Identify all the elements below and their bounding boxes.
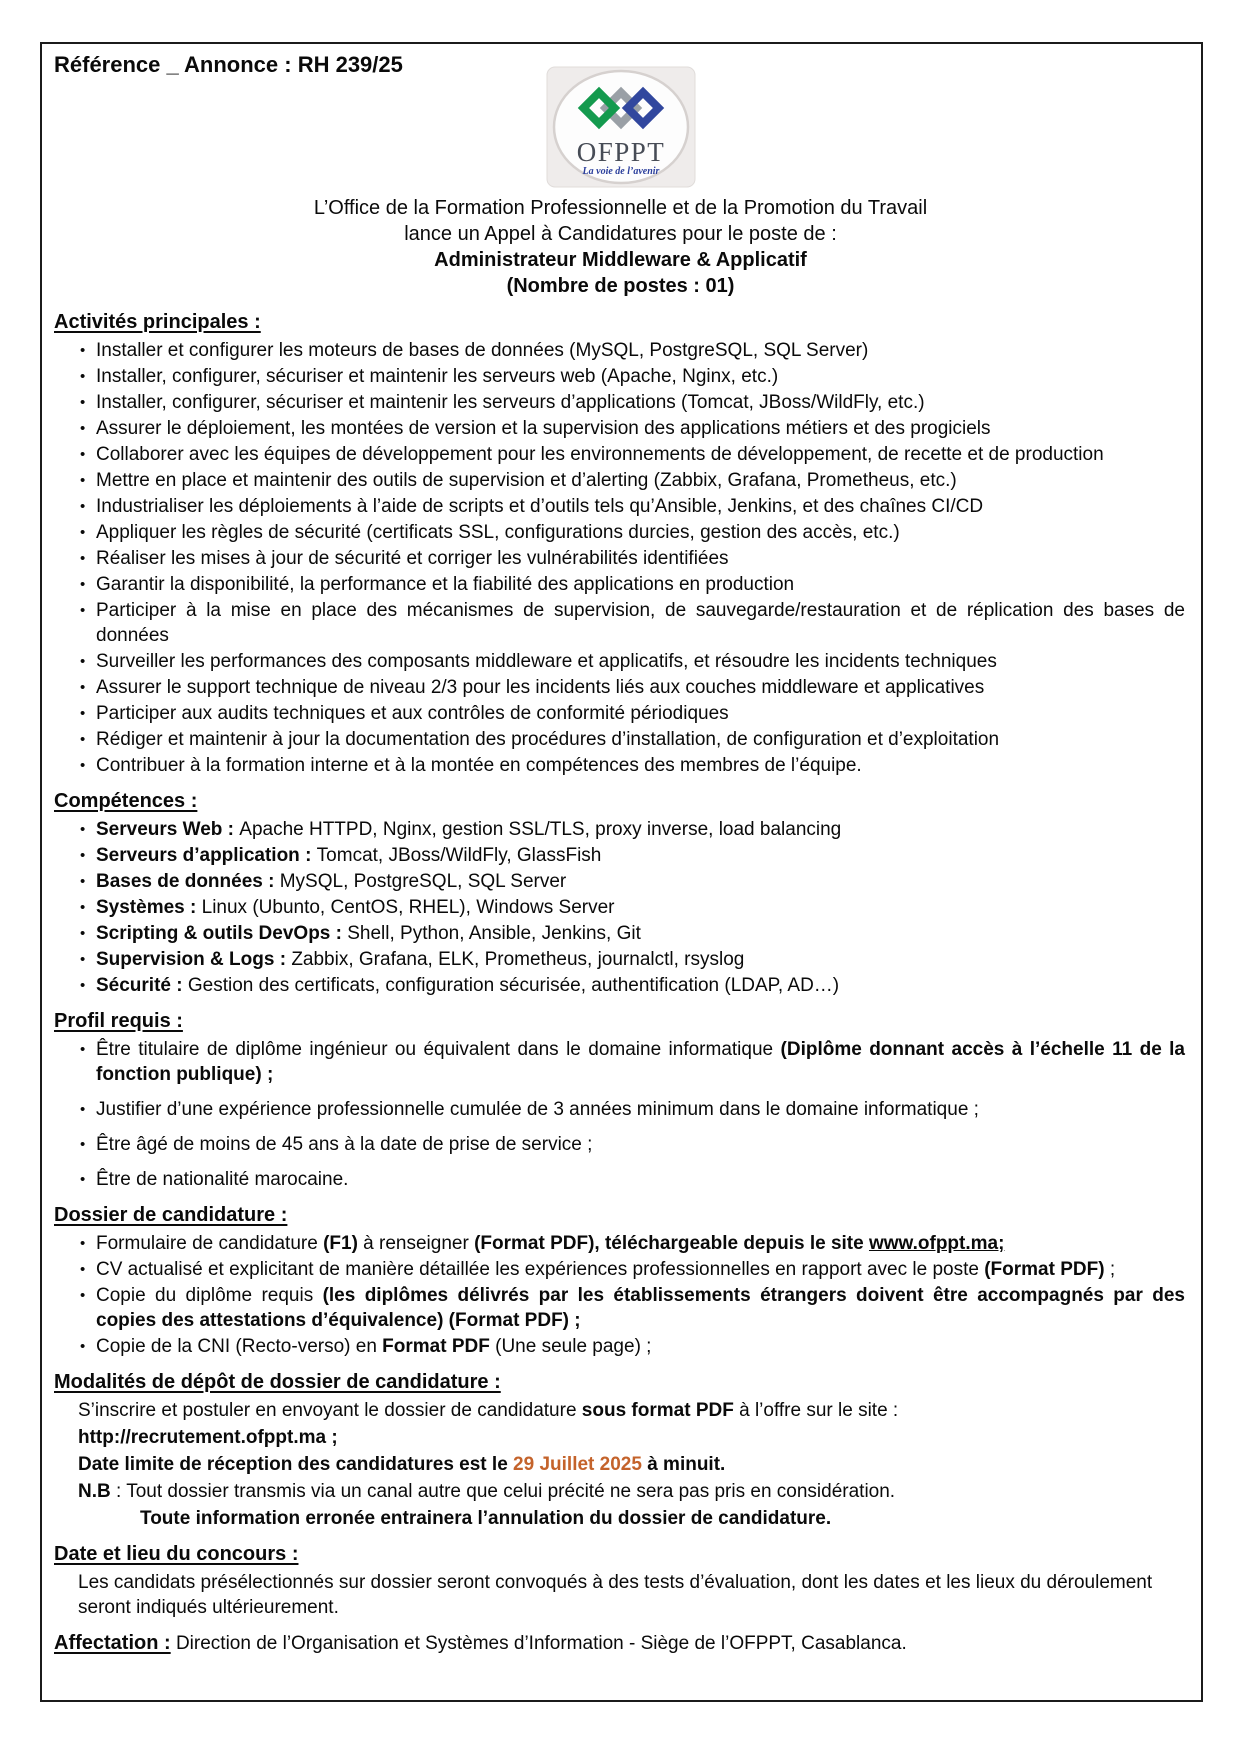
section-heading: Modalités de dépôt de dossier de candidature : bbox=[54, 1371, 501, 1393]
bullet-item bbox=[54, 1037, 1187, 1087]
ofppt-logo bbox=[54, 66, 1187, 193]
text-run: Copie du diplôme requis bbox=[96, 1285, 323, 1306]
bullet-item bbox=[54, 390, 1187, 415]
bullet-text bbox=[96, 1097, 1187, 1122]
bullet-text bbox=[96, 1334, 1187, 1359]
reference-number: Référence _ Annonce : RH 239/25 bbox=[54, 52, 403, 77]
text-run: Systèmes : bbox=[96, 897, 202, 918]
link-ofppt-site[interactable]: www.ofppt.ma; bbox=[868, 1233, 1005, 1254]
text-run: Les candidats présélectionnés sur dossier seront convoqués à des tests d’évaluation, dont les dates et les lieux du déroulement seront indiqués ultérieurement. bbox=[78, 1572, 1153, 1618]
positions-count: (Nombre de postes : 01) bbox=[506, 275, 735, 297]
text-run: S’inscrire et postuler en envoyant le dossier de candidature bbox=[78, 1400, 582, 1421]
bullet-marker: • bbox=[80, 731, 86, 748]
bullet-text bbox=[96, 1283, 1187, 1333]
text-run: Linux (Ubunto, CentOS, RHEL), Windows Server bbox=[201, 897, 615, 918]
bullet-text bbox=[96, 701, 1187, 726]
section-heading: Activités principales : bbox=[54, 311, 261, 333]
text-run: Supervision & Logs : bbox=[96, 949, 292, 970]
text-run: (Diplôme donnant accès à l’échelle 11 de la fonction publique) ; bbox=[96, 1039, 1186, 1085]
call-for-applications-line: lance un Appel à Candidatures pour le poste de : bbox=[404, 223, 837, 245]
bullet-marker: • bbox=[80, 925, 86, 942]
link-recrutement-site[interactable]: http://recrutement.ofppt.ma ; bbox=[78, 1427, 338, 1448]
text-run: : Tout dossier transmis via un canal autre que celui précité ne sera pas pris en considération. bbox=[110, 1481, 896, 1502]
bullet-item bbox=[54, 947, 1187, 972]
bullet-marker: • bbox=[80, 757, 86, 774]
text-run: (Format PDF) bbox=[984, 1259, 1105, 1280]
bullet-item bbox=[54, 1097, 1187, 1122]
bullet-item bbox=[54, 364, 1187, 389]
bullet-marker: • bbox=[80, 472, 86, 489]
bullet-list bbox=[54, 1037, 1187, 1192]
bullet-text bbox=[96, 1037, 1187, 1087]
text-run: Tomcat, JBoss/WildFly, GlassFish bbox=[316, 845, 602, 866]
bullet-item bbox=[54, 442, 1187, 467]
text-run: Assurer le support technique de niveau 2/3 pour les incidents liés aux couches middleware et applicatives bbox=[96, 677, 985, 698]
section-heading: Affectation : bbox=[54, 1632, 171, 1654]
bullet-text bbox=[96, 468, 1187, 493]
text-run: Installer et configurer les moteurs de bases de données (MySQL, PostgreSQL, SQL Server) bbox=[96, 340, 869, 361]
text-run: Rédiger et maintenir à jour la documentation des procédures d’installation, de configuration et d’exploitation bbox=[96, 729, 1000, 750]
bullet-item bbox=[54, 753, 1187, 778]
section-profil bbox=[54, 1008, 1187, 1192]
bullet-text bbox=[96, 546, 1187, 571]
text-run: Gestion des certificats, configuration sécurisée, authentification (LDAP, AD…) bbox=[187, 975, 840, 996]
bullet-item bbox=[54, 1334, 1187, 1359]
bullet-marker: • bbox=[80, 821, 86, 838]
bullet-text bbox=[96, 753, 1187, 778]
paragraph bbox=[78, 1398, 1187, 1423]
bullet-item bbox=[54, 416, 1187, 441]
bullet-marker: • bbox=[80, 446, 86, 463]
text-run: Format PDF bbox=[382, 1336, 490, 1357]
bullet-item bbox=[54, 727, 1187, 752]
ofppt-logo-icon bbox=[546, 66, 696, 188]
bullet-marker: • bbox=[80, 1338, 86, 1355]
bullet-text bbox=[96, 817, 1187, 842]
section-heading: Compétences : bbox=[54, 790, 198, 812]
paragraph bbox=[140, 1506, 1187, 1531]
text-run: Appliquer les règles de sécurité (certificats SSL, configurations durcies, gestion des accès, etc.) bbox=[96, 522, 900, 543]
section-affectation-line bbox=[54, 1630, 1187, 1657]
text-run: Serveurs Web : bbox=[96, 819, 240, 840]
sections bbox=[54, 309, 1187, 1657]
text-run: à minuit. bbox=[641, 1454, 726, 1475]
bullet-marker: • bbox=[80, 679, 86, 696]
section-dossier bbox=[54, 1202, 1187, 1359]
bullet-text bbox=[96, 520, 1187, 545]
bullet-marker: • bbox=[80, 420, 86, 437]
bullet-item bbox=[54, 468, 1187, 493]
bullet-item bbox=[54, 701, 1187, 726]
paragraph bbox=[78, 1479, 1187, 1504]
bullet-item bbox=[54, 843, 1187, 868]
bullet-marker: • bbox=[80, 342, 86, 359]
bullet-marker: • bbox=[80, 368, 86, 385]
text-run: Justifier d’une expérience professionnelle cumulée de 3 années minimum dans le domaine informatique ; bbox=[96, 1099, 979, 1120]
text-run: Zabbix, Grafana, ELK, Prometheus, journalctl, rsyslog bbox=[291, 949, 745, 970]
bullet-list bbox=[54, 817, 1187, 998]
bullet-text bbox=[96, 921, 1187, 946]
bullet-marker: • bbox=[80, 873, 86, 890]
section-competences bbox=[54, 788, 1187, 998]
bullet-text bbox=[96, 947, 1187, 972]
text-run: Sécurité : bbox=[96, 975, 188, 996]
text-run: Assurer le déploiement, les montées de version et la supervision des applications métiers et des progiciels bbox=[96, 418, 991, 439]
section-heading: Date et lieu du concours : bbox=[54, 1543, 299, 1565]
announcement-document bbox=[40, 42, 1203, 1702]
text-run: Scripting & outils DevOps : bbox=[96, 923, 348, 944]
text-run: Être âgé de moins de 45 ans à la date de prise de service ; bbox=[96, 1134, 593, 1155]
bullet-item bbox=[54, 1132, 1187, 1157]
text-run: Installer, configurer, sécuriser et maintenir les serveurs d’applications (Tomcat, JBoss/WildFly, etc.) bbox=[96, 392, 925, 413]
bullet-marker: • bbox=[80, 705, 86, 722]
section-concours bbox=[54, 1541, 1187, 1620]
bullet-text bbox=[96, 1231, 1187, 1256]
bullet-text bbox=[96, 598, 1187, 648]
bullet-item bbox=[54, 520, 1187, 545]
text-run: Être titulaire de diplôme ingénieur ou équivalent dans le domaine informatique bbox=[96, 1039, 781, 1060]
text-run: Mettre en place et maintenir des outils de supervision et d’alerting (Zabbix, Grafana, Prometheus, etc.) bbox=[96, 470, 957, 491]
text-run: à l’offre sur le site : bbox=[733, 1400, 899, 1421]
paragraph bbox=[78, 1425, 1187, 1450]
bullet-text bbox=[96, 649, 1187, 674]
text-run: Serveurs d’application : bbox=[96, 845, 317, 866]
text-run: Participer à la mise en place des mécanismes de supervision, de sauvegarde/restauration et de réplication des bases de données bbox=[96, 600, 1185, 646]
bullet-text bbox=[96, 1167, 1187, 1192]
bullet-item bbox=[54, 546, 1187, 571]
text-run: (les diplômes délivrés par les établissements étrangers doivent être accompagnés par des copies des attestations d’équivalence) (Format PDF) ; bbox=[96, 1285, 1185, 1331]
bullet-marker: • bbox=[80, 1101, 86, 1118]
bullet-text bbox=[96, 494, 1187, 519]
text-run: ; bbox=[1104, 1259, 1116, 1280]
text-run: Surveiller les performances des composants middleware et applicatifs, et résoudre les incidents techniques bbox=[96, 651, 997, 672]
text-run: Bases de données : bbox=[96, 871, 280, 892]
text-run: Toute information erronée entrainera l’annulation du dossier de candidature. bbox=[140, 1508, 832, 1529]
bullet-text bbox=[96, 416, 1187, 441]
bullet-text bbox=[96, 364, 1187, 389]
bullet-marker: • bbox=[80, 899, 86, 916]
text-run: MySQL, PostgreSQL, SQL Server bbox=[279, 871, 567, 892]
bullet-item bbox=[54, 675, 1187, 700]
section-modalites bbox=[54, 1369, 1187, 1531]
bullet-marker: • bbox=[80, 977, 86, 994]
bullet-list bbox=[54, 1231, 1187, 1359]
bullet-item bbox=[54, 649, 1187, 674]
paragraph bbox=[78, 1570, 1187, 1620]
text-run: CV actualisé et explicitant de manière détaillée les expériences professionnelles en rapport avec le poste bbox=[96, 1259, 985, 1280]
title-block bbox=[54, 195, 1187, 299]
section-heading: Dossier de candidature : bbox=[54, 1204, 288, 1226]
bullet-marker: • bbox=[80, 1171, 86, 1188]
bullet-marker: • bbox=[80, 576, 86, 593]
bullet-marker: • bbox=[80, 847, 86, 864]
text-run: Formulaire de candidature bbox=[96, 1233, 324, 1254]
section-heading: Profil requis : bbox=[54, 1010, 183, 1032]
bullet-text bbox=[96, 1257, 1187, 1282]
bullet-text bbox=[96, 727, 1187, 752]
text-run: Collaborer avec les équipes de développement pour les environnements de développement, de recette et de production bbox=[96, 444, 1104, 465]
bullet-marker: • bbox=[80, 1261, 86, 1278]
text-run: Contribuer à la formation interne et à la montée en compétences des membres de l’équipe. bbox=[96, 755, 862, 776]
bullet-item bbox=[54, 869, 1187, 894]
bullet-text bbox=[96, 572, 1187, 597]
text-run: Shell, Python, Ansible, Jenkins, Git bbox=[347, 923, 641, 944]
section-affectation bbox=[54, 1630, 1187, 1657]
bullet-marker: • bbox=[80, 498, 86, 515]
bullet-item bbox=[54, 338, 1187, 363]
text-run: Garantir la disponibilité, la performance et la fiabilité des applications en production bbox=[96, 574, 795, 595]
text-run: à renseigner bbox=[357, 1233, 475, 1254]
bullet-text bbox=[96, 973, 1187, 998]
bullet-item bbox=[54, 1231, 1187, 1256]
text-run: (Format PDF), téléchargeable depuis le site bbox=[474, 1233, 869, 1254]
bullet-item bbox=[54, 494, 1187, 519]
text-run: (F1) bbox=[323, 1233, 358, 1254]
logo-text: OFPPT bbox=[576, 137, 665, 167]
job-title: Administrateur Middleware & Applicatif bbox=[434, 249, 807, 271]
text-run: Industrialiser les déploiements à l’aide de scripts et d’outils tels qu’Ansible, Jenkins, et des chaînes CI/CD bbox=[96, 496, 984, 517]
deadline-date: 29 Juillet 2025 bbox=[513, 1454, 642, 1475]
text-run: Copie de la CNI (Recto-verso) en bbox=[96, 1336, 383, 1357]
bullet-text bbox=[96, 675, 1187, 700]
bullet-text bbox=[96, 895, 1187, 920]
section-activites bbox=[54, 309, 1187, 778]
bullet-marker: • bbox=[80, 1041, 86, 1058]
bullet-text bbox=[96, 442, 1187, 467]
bullet-item bbox=[54, 973, 1187, 998]
bullet-text bbox=[96, 843, 1187, 868]
bullet-marker: • bbox=[80, 1136, 86, 1153]
bullet-item bbox=[54, 817, 1187, 842]
text-run: N.B bbox=[78, 1481, 111, 1502]
logo-tagline: La voie de l’avenir bbox=[582, 166, 659, 177]
bullet-marker: • bbox=[80, 1235, 86, 1252]
bullet-marker: • bbox=[80, 1287, 86, 1304]
text-run: Réaliser les mises à jour de sécurité et corriger les vulnérabilités identifiées bbox=[96, 548, 729, 569]
text-run: Être de nationalité marocaine. bbox=[96, 1169, 349, 1190]
bullet-marker: • bbox=[80, 653, 86, 670]
bullet-item bbox=[54, 1257, 1187, 1282]
bullet-marker: • bbox=[80, 524, 86, 541]
text-run: Date limite de réception des candidatures est le bbox=[78, 1454, 514, 1475]
text-run: sous format PDF bbox=[581, 1400, 734, 1421]
text-run: Apache HTTPD, Nginx, gestion SSL/TLS, proxy inverse, load balancing bbox=[239, 819, 842, 840]
bullet-item bbox=[54, 572, 1187, 597]
bullet-text bbox=[96, 869, 1187, 894]
text-run: Participer aux audits techniques et aux contrôles de conformité périodiques bbox=[96, 703, 729, 724]
text-run: Direction de l’Organisation et Systèmes d’Information - Siège de l’OFPPT, Casablanca. bbox=[170, 1633, 907, 1654]
text-run: Installer, configurer, sécuriser et maintenir les serveurs web (Apache, Nginx, etc.) bbox=[96, 366, 779, 387]
bullet-item bbox=[54, 921, 1187, 946]
bullet-item bbox=[54, 895, 1187, 920]
bullet-item bbox=[54, 598, 1187, 648]
bullet-marker: • bbox=[80, 951, 86, 968]
bullet-item bbox=[54, 1283, 1187, 1333]
paragraph bbox=[78, 1452, 1187, 1477]
bullet-item bbox=[54, 1167, 1187, 1192]
bullet-marker: • bbox=[80, 394, 86, 411]
bullet-text bbox=[96, 338, 1187, 363]
text-run: (Une seule page) ; bbox=[489, 1336, 652, 1357]
bullet-marker: • bbox=[80, 602, 86, 619]
bullet-text bbox=[96, 1132, 1187, 1157]
org-name: L’Office de la Formation Professionnelle et de la Promotion du Travail bbox=[313, 197, 928, 219]
bullet-marker: • bbox=[80, 550, 86, 567]
bullet-list bbox=[54, 338, 1187, 778]
bullet-text bbox=[96, 390, 1187, 415]
